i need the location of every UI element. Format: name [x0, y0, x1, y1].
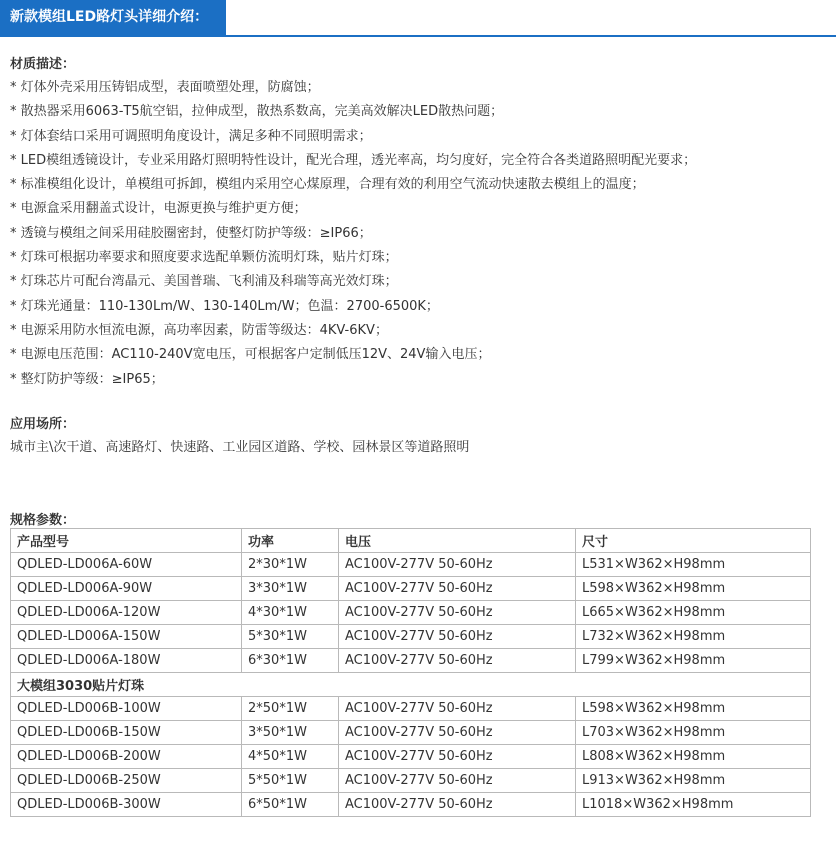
usage-text: 城市主\次干道、高速路灯、快速路、工业园区道路、学校、园林景区等道路照明 [10, 440, 470, 455]
size-cell: L1018×W362×H98mm [576, 793, 811, 817]
voltage-cell: AC100V-277V 50-60Hz [339, 769, 576, 793]
table-header-row [11, 529, 811, 553]
model-cell: QDLED-LD006A-120W [11, 601, 242, 625]
power-cell: 4*30*1W [242, 601, 339, 625]
voltage-cell: AC100V-277V 50-60Hz [339, 721, 576, 745]
material-item: * 灯珠可根据功率要求和照度要求选配单颗仿流明灯珠，贴片灯珠； [10, 250, 398, 266]
size-cell: L808×W362×H98mm [576, 745, 811, 769]
power-cell: 6*30*1W [242, 649, 339, 673]
power-cell: 6*50*1W [242, 793, 339, 817]
voltage-cell: AC100V-277V 50-60Hz [339, 793, 576, 817]
table-row [11, 745, 811, 769]
material-title: 材质描述： [10, 57, 76, 72]
power-cell: 3*30*1W [242, 577, 339, 601]
header-bar [0, 0, 836, 37]
table-row [11, 601, 811, 625]
header-cell-size: 尺寸 [576, 529, 811, 553]
material-item: * 散热器采用6063-T5航空铝，拉伸成型，散热系数高，完美高效解决LED散热问题； [10, 104, 504, 120]
power-cell: 3*50*1W [242, 721, 339, 745]
voltage-cell: AC100V-277V 50-60Hz [339, 601, 576, 625]
size-cell: L665×W362×H98mm [576, 601, 811, 625]
material-item: * 整灯防护等级：≥IP65； [10, 371, 164, 387]
material-item: * LED模组透镜设计，专业采用路灯照明特性设计，配光合理，透光率高，均匀度好，完全符合各类道路照明配光要求； [10, 152, 697, 168]
table-row [11, 769, 811, 793]
material-item: * 电源盒采用翻盖式设计，电源更换与维护更方便； [10, 201, 307, 217]
model-cell: QDLED-LD006B-150W [11, 721, 242, 745]
header-cell-voltage: 电压 [339, 529, 576, 553]
model-cell: QDLED-LD006A-90W [11, 577, 242, 601]
model-cell: QDLED-LD006A-150W [11, 625, 242, 649]
table-row [11, 649, 811, 673]
material-item: * 灯体套结口采用可调照明角度设计，满足多种不同照明需求； [10, 128, 372, 144]
voltage-cell: AC100V-277V 50-60Hz [339, 553, 576, 577]
voltage-cell: AC100V-277V 50-60Hz [339, 649, 576, 673]
voltage-cell: AC100V-277V 50-60Hz [339, 697, 576, 721]
size-cell: L531×W362×H98mm [576, 553, 811, 577]
voltage-cell: AC100V-277V 50-60Hz [339, 745, 576, 769]
model-cell: QDLED-LD006B-300W [11, 793, 242, 817]
power-cell: 2*30*1W [242, 553, 339, 577]
model-cell: QDLED-LD006B-200W [11, 745, 242, 769]
size-cell: L703×W362×H98mm [576, 721, 811, 745]
table-row [11, 577, 811, 601]
size-cell: L598×W362×H98mm [576, 577, 811, 601]
model-cell: QDLED-LD006B-100W [11, 697, 242, 721]
material-list [10, 76, 696, 392]
header-title: 新款模组LED路灯头详细介绍： [0, 0, 226, 35]
size-cell: L799×W362×H98mm [576, 649, 811, 673]
material-item: * 电源电压范围：AC110-240V宽电压，可根据客户定制低压12V、24V输入电压； [10, 347, 491, 363]
voltage-cell: AC100V-277V 50-60Hz [339, 577, 576, 601]
specs-title: 规格参数： [10, 513, 76, 528]
table-row [11, 793, 811, 817]
size-cell: L598×W362×H98mm [576, 697, 811, 721]
specs-table [10, 528, 811, 817]
material-item: * 灯体外壳采用压铸铝成型，表面喷塑处理，防腐蚀； [10, 80, 320, 95]
power-cell: 5*30*1W [242, 625, 339, 649]
material-item: * 标准模组化设计，单模组可拆卸，模组内采用空心煤原理，合理有效的利用空气流动快速散去模组上的温度； [10, 177, 645, 193]
power-cell: 4*50*1W [242, 745, 339, 769]
model-cell: QDLED-LD006B-250W [11, 769, 242, 793]
size-cell: L913×W362×H98mm [576, 769, 811, 793]
table-row [11, 697, 811, 721]
material-item: * 灯珠芯片可配台湾晶元、美国普瑞、飞利浦及科瑞等高光效灯珠； [10, 274, 398, 290]
table-row [11, 721, 811, 745]
material-item: * 灯珠光通量：110-130Lm/W、130-140Lm/W；色温：2700-6500K； [10, 298, 439, 314]
voltage-cell: AC100V-277V 50-60Hz [339, 625, 576, 649]
table-group-row [11, 673, 811, 697]
model-cell: QDLED-LD006A-180W [11, 649, 242, 673]
power-cell: 2*50*1W [242, 697, 339, 721]
header-cell-power: 功率 [242, 529, 339, 553]
power-cell: 5*50*1W [242, 769, 339, 793]
size-cell: L732×W362×H98mm [576, 625, 811, 649]
material-item: * 透镜与模组之间采用硅胶圈密封，使整灯防护等级：≥IP66； [10, 225, 372, 241]
header-cell-model: 产品型号 [11, 529, 242, 553]
table-row [11, 625, 811, 649]
usage-title: 应用场所： [10, 417, 76, 432]
table-row [11, 553, 811, 577]
material-item: * 电源采用防水恒流电源，高功率因素，防雷等级达：4KV-6KV； [10, 322, 388, 338]
group-title-cell: 大模组3030贴片灯珠 [11, 673, 811, 697]
model-cell: QDLED-LD006A-60W [11, 553, 242, 577]
